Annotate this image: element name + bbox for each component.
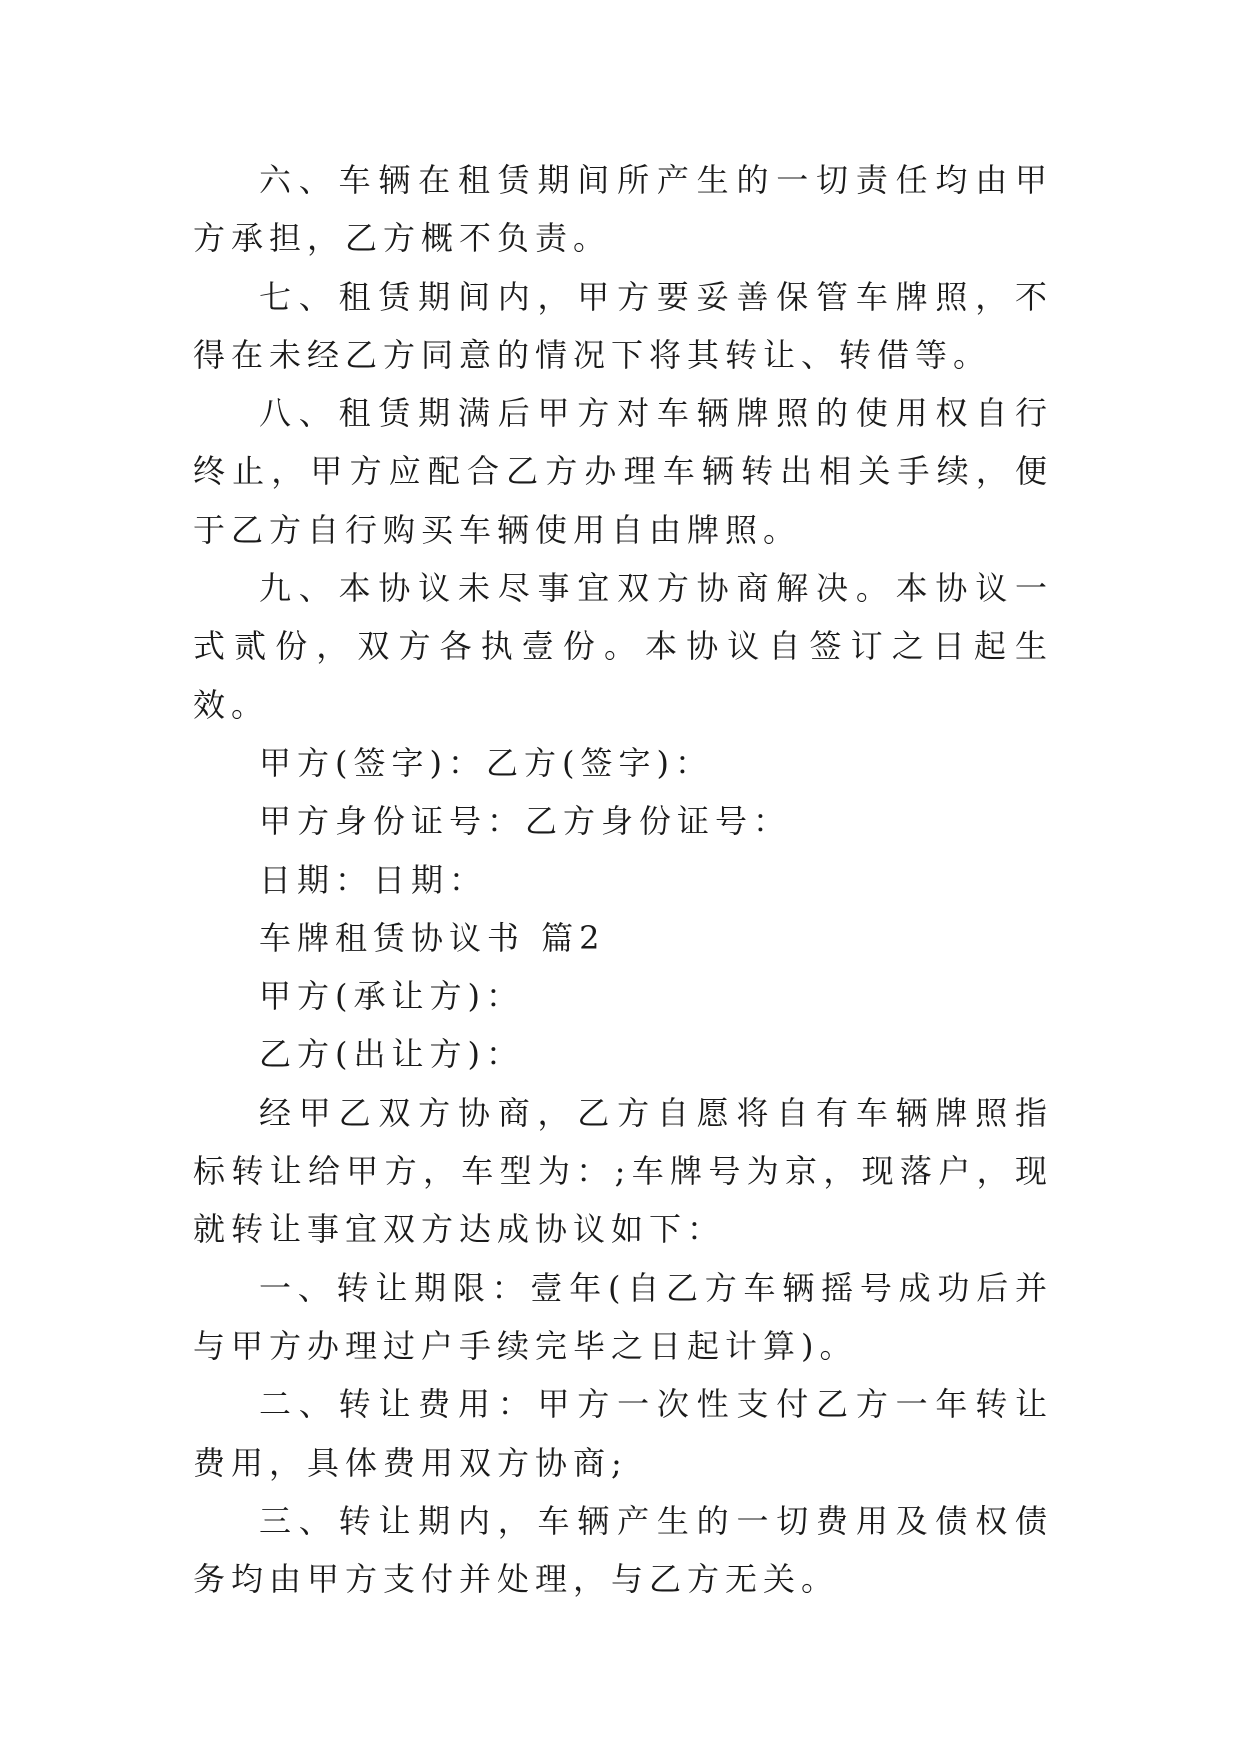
party-b-line: 乙方(出让方)： xyxy=(259,1035,524,1074)
clause-6-paragraph: 六、车辆在租赁期间所产生的一切责任均由甲方承担，乙方概不负责。 xyxy=(193,161,1053,258)
id-number-line: 甲方身份证号：乙方身份证号： xyxy=(259,802,792,841)
date-line: 日期：日期： xyxy=(259,860,488,899)
section-heading: 车牌租赁协议书 篇2 xyxy=(259,918,606,957)
preamble-paragraph: 经甲乙双方协商，乙方自愿将自有车辆牌照指标转让给甲方，车型为：;车牌号为京，现落户，现就转让事宜双方达成协议如下： xyxy=(193,1093,1053,1249)
clause-8-paragraph: 八、租赁期满后甲方对车辆牌照的使用权自行终止，甲方应配合乙方办理车辆转出相关手续，便于乙方自行购买车辆使用自由牌照。 xyxy=(193,394,1053,549)
clause-9-paragraph: 九、本协议未尽事宜双方协商解决。本协议一式贰份，双方各执壹份。本协议自签订之日起生效。 xyxy=(193,569,1053,724)
fee-clause-paragraph: 二、转让费用：甲方一次性支付乙方一年转让费用，具体费用双方协商; xyxy=(193,1385,1053,1482)
liability-clause-paragraph: 三、转让期内，车辆产生的一切费用及债权债务均由甲方支付并处理，与乙方无关。 xyxy=(193,1501,1053,1599)
document-body xyxy=(193,151,1053,1608)
party-a-line: 甲方(承让方)： xyxy=(259,977,524,1016)
term-clause-paragraph: 一、转让期限：壹年(自乙方车辆摇号成功后并与甲方办理过户手续完毕之日起计算)。 xyxy=(193,1268,1053,1365)
signature-line: 甲方(签字)：乙方(签字)： xyxy=(259,743,713,782)
clause-7-paragraph: 七、租赁期间内，甲方要妥善保管车牌照，不得在未经乙方同意的情况下将其转让、转借等。 xyxy=(193,277,1053,374)
